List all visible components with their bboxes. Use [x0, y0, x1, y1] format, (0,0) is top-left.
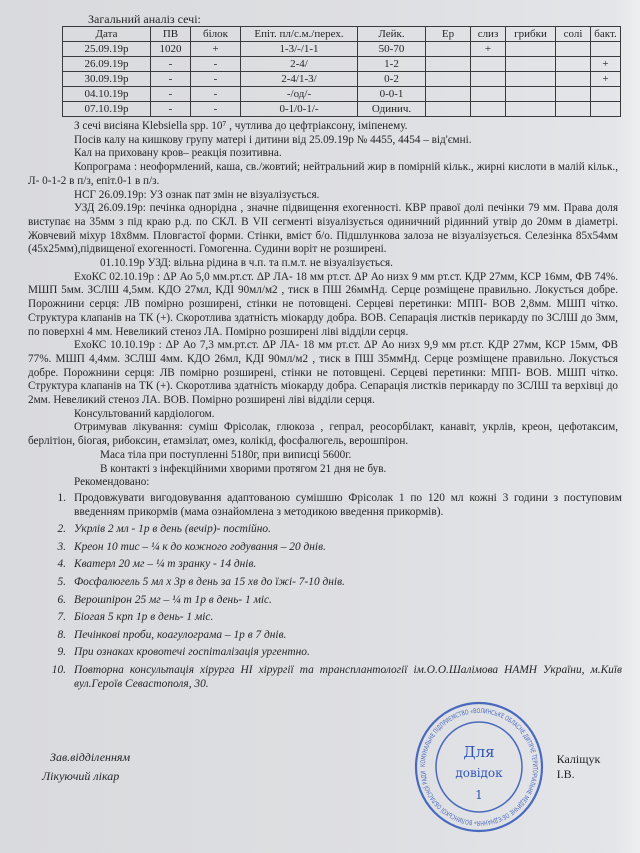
table-cell: 25.09.19р: [63, 42, 151, 57]
table-cell: -: [151, 87, 191, 102]
table-row: [63, 57, 621, 72]
stamp-outer-lettering: КОМУНАЛЬНЕ ПІДПРИЄМСТВО «ВОЛИНСЬКЕ ОБЛАСНЕ ДИТЯЧЕ ТЕРИТОРІАЛЬНЕ МЕДИЧНЕ ОБ'ЄДНАННЯ» ВОЛИНСЬКОЇ ОБЛАСНОЇ РАДИ: [418, 707, 539, 828]
recommendation-item: [30, 646, 622, 660]
paragraph: В контакті з інфекційними хворими протягом 21 дня не був.: [100, 462, 387, 475]
table-cell: 1020: [151, 42, 191, 57]
paragraph: Посів калу на кишкову групу матері і дитини від 25.09.19р № 4455, 4454 – від'ємні.: [74, 133, 472, 146]
recommendation-item: [30, 492, 622, 519]
table-cell: 2-4/1-3/: [241, 72, 358, 87]
table-cell: -: [191, 72, 241, 87]
recommendations-list: [30, 492, 622, 695]
table-cell: 30.09.19р: [63, 72, 151, 87]
head-of-department-label: Зав.відділенням: [50, 750, 131, 765]
item-number: 1.: [57, 491, 66, 504]
table-cell: [426, 42, 471, 57]
item-number: 2.: [57, 523, 66, 536]
table-cell: [591, 42, 621, 57]
table-cell: [471, 72, 506, 87]
table-cell: [471, 87, 506, 102]
paragraph: Маса тіла при поступленні 5180г, при виписці 5600г.: [100, 448, 352, 461]
table-cell: -: [151, 102, 191, 117]
item-number: 4.: [57, 558, 66, 571]
table-cell: Одинич.: [358, 102, 426, 117]
item-text: Кватерл 20 мг – ¼ т зранку - 14 днів.: [74, 558, 257, 571]
recommendation-item: [30, 594, 622, 608]
column-header: солі: [556, 27, 591, 42]
table-cell: 26.09.19р: [63, 57, 151, 72]
table-cell: 1-3/-/1-1: [241, 42, 358, 57]
findings-text: [28, 120, 618, 490]
urine-analysis-title: Загальний аналіз сечі:: [88, 12, 201, 26]
item-text: Верошпірон 25 мг – ¼ т 1р в день- 1 міс.: [74, 593, 272, 606]
signature-labels: [28, 748, 413, 786]
table-cell: [506, 57, 556, 72]
column-header: Ер: [426, 27, 471, 42]
recommendation-item: [30, 611, 622, 625]
recommendation-item: [30, 523, 622, 537]
table-cell: +: [191, 42, 241, 57]
table-row: [63, 42, 621, 57]
stamp-line2: довідок: [454, 766, 503, 781]
item-number: 5.: [57, 575, 66, 588]
table-cell: [556, 102, 591, 117]
item-text: Біогая 5 крп 1р в день- 1 міс.: [74, 611, 214, 624]
signature-block: [28, 701, 620, 833]
doctor-name: Каліщук І.В.: [556, 752, 601, 782]
table-cell: [426, 102, 471, 117]
paragraph: Кал на приховану кров– реакція позитивна.: [74, 147, 282, 160]
table-cell: [426, 87, 471, 102]
recommendation-item: [30, 558, 622, 572]
table-cell: 07.10.19р: [63, 102, 151, 117]
table-cell: +: [591, 57, 621, 72]
stamp-number: 1: [474, 788, 483, 803]
item-number: 9.: [57, 646, 66, 659]
table-cell: 0-1/0-1/-: [241, 102, 358, 117]
item-text: Фосфалюгель 5 мл х 3р в день за 15 хв до їжі- 7-10 днів.: [74, 575, 345, 588]
item-text: Креон 10 тис – ¼ к до кожного годування – 20 днів.: [74, 540, 326, 553]
item-text: При ознаках кровотечі госпіталізація ургентно.: [74, 646, 310, 659]
table-cell: -: [151, 57, 191, 72]
recommendation-item: [30, 541, 622, 555]
table-cell: -: [191, 102, 241, 117]
column-header: слиз: [471, 27, 506, 42]
paragraph: ЕхоКС 10.10.19р : ΔР Ао 7,3 мм.рт.ст. ΔР ЛА- 18 мм рт.ст. ΔР Ао низх 9,9 мм рт.ст. КДР 27мм, КСР 15мм, ФВ 77%. МШП 4,4мм. ЗСЛШ 4мм. КДО 26мл, КДІ 90мл/м2 , тиск в ПШ 35ммНд. Серце розміщене правильно. Локусться добре. Порожнини серця: ЛВ помірно розширені, стінки не потовщені. Серцеві перетинки: МПП- ВОВ. МШП чітко. Структура клапанів на ТК (+). Скоротлива здатність міокарду добра. Сепарація листків перикарду по ЗСЛШ та верхівці до 2мм. Невеликий стеноз ЛА. ВОВ. Помірно розширені ліві відділи серця.: [28, 339, 618, 407]
column-header: білок: [191, 27, 241, 42]
table-cell: -/од/-: [241, 87, 358, 102]
table-cell: [591, 102, 621, 117]
item-number: 3.: [57, 540, 66, 553]
paragraph: З сечі висіяна Klebsiella spp. 10⁷ , чутлива до цефтріаксону, іміпенему.: [74, 120, 408, 132]
table-cell: [471, 57, 506, 72]
attending-doctor-label: Лікуючий лікар: [42, 769, 120, 784]
table-cell: 0-0-1: [358, 87, 426, 102]
table-cell: +: [591, 72, 621, 87]
column-header: Епіт. пл/с.м./перех.: [241, 27, 358, 42]
stamp-line1: Для: [463, 743, 495, 762]
table-cell: +: [471, 42, 506, 57]
paragraph: 01.10.19р УЗД: вільна рідина в ч.п. та п.м.т. не візуалізується.: [100, 257, 393, 270]
paragraph: Копрограма : неоформлений, каша, св./жовтий; нейтральний жир в помірній кільк., жирні кислоти в малій кільк., Л- 0-1-2 в п/з, епіт.0-1 в п/з.: [28, 161, 618, 187]
column-header: ПВ: [151, 27, 191, 42]
column-header: Дата: [63, 27, 151, 42]
paragraph: Отримував лікування: суміш Фрісолак, глюкоза , гепрал, реосорбілакт, канавіт, укрлів, креон, цефотаксим, берлітіон, біогая, рибоксин, етамзілат, омез, колікід, фосфалюгель, верошпірон.: [28, 421, 618, 448]
item-text: Укрлів 2 мл - 1р в день (вечір)- постійно.: [74, 523, 271, 536]
table-cell: -: [191, 57, 241, 72]
table-cell: 0-2: [358, 72, 426, 87]
table-cell: [506, 72, 556, 87]
table-cell: [426, 57, 471, 72]
recommendation-item: [30, 576, 622, 590]
paragraph: НСГ 26.09.19р: УЗ ознак пат змін не візуалізується.: [74, 188, 320, 201]
urine-analysis-table: [62, 26, 621, 117]
item-number: 10.: [51, 663, 66, 676]
paragraph: Консультований кардіологом.: [74, 407, 215, 420]
column-header: Лейк.: [358, 27, 426, 42]
table-cell: 2-4/: [241, 57, 358, 72]
column-header: бакт.: [591, 27, 621, 42]
table-header-row: [63, 27, 621, 42]
table-cell: [556, 42, 591, 57]
table-cell: -: [151, 72, 191, 87]
item-number: 8.: [57, 628, 66, 641]
recommendation-item: [30, 629, 622, 643]
table-cell: [506, 102, 556, 117]
recommendation-item: [30, 664, 622, 691]
table-cell: -: [191, 87, 241, 102]
table-cell: 1-2: [358, 57, 426, 72]
paragraph: ЕхоКС 02.10.19р : ΔР Ао 5,0 мм.рт.ст. ΔР ЛА- 18 мм рт.ст. ΔР Ао низх 9 мм рт.ст. КДР 27мм, КСР 16мм, ФВ 74%. МШП 5мм. ЗСЛШ 4,5мм. КДО 27мл, КДІ 90мл/м2 , тиск в ПШ 26ммНд. Серце розміщене правильно. Локусться добре. Порожнини серця: ЛВ помірно розширені, стінки не потовщені. Серцеві перетинки: МПП- ВОВ 2,8мм. МШП чітко. Структура клапанів на ТК (+). Скоротлива здатність міокарду добра. ВОВ. Сепарація листків перикарду по ЗСЛШ до 3мм, по поверхні 4 мм. Невеликий стеноз ЛА. Помірно розширені ліві відділи серця.: [28, 270, 618, 338]
table-row: [63, 87, 621, 102]
table-cell: 04.10.19р: [63, 87, 151, 102]
table-cell: 50-70: [358, 42, 426, 57]
table-cell: [556, 57, 591, 72]
official-stamp: [413, 701, 545, 833]
column-header: грибки: [506, 27, 556, 42]
table-row: [63, 102, 621, 117]
item-number: 6.: [57, 593, 66, 606]
table-cell: [556, 72, 591, 87]
table-cell: [591, 87, 621, 102]
paragraph: УЗД 26.09.19р: печінка однорідна , значне підвищення ехогенності. КВР правої долі печінки 79 мм. Права доля виступає на 35мм з під краю р.д. по СКЛ. В VII сегменті візуалізується одиничний рідинний утвір до 20мм в діаметрі. Жовчевий міхур 18х8мм. Пловгастої форми. Стінки, вміст б/о. Підшлункова залоза не візуалізується. Селезінка 85х54мм (45х25мм),підвищеної ехогенності. Гомогенна. Судини воріт не розширені.: [28, 202, 618, 256]
item-number: 7.: [57, 611, 66, 624]
table-cell: [556, 87, 591, 102]
table-cell: [471, 102, 506, 117]
table-cell: [506, 42, 556, 57]
paragraph: Рекомендовано:: [74, 476, 150, 489]
item-text: Повторна консультація хірурга НІ хірургії та трансплантології ім.О.О.Шалімова НАМН України, м.Київ вул.Героїв Севастополя, 30.: [74, 663, 622, 690]
table-cell: [426, 72, 471, 87]
table-row: [63, 72, 621, 87]
item-text: Продовжувати вигодовування адаптованою сумішшю Фрісолак 1 по 120 мл кожні 3 години з поступовим введенням прикормів (мама ознайомлена з методикою введення прикормів).: [74, 491, 622, 518]
table-cell: [506, 87, 556, 102]
item-text: Печінкові проби, коагулограма – 1р в 7 днів.: [74, 628, 287, 641]
